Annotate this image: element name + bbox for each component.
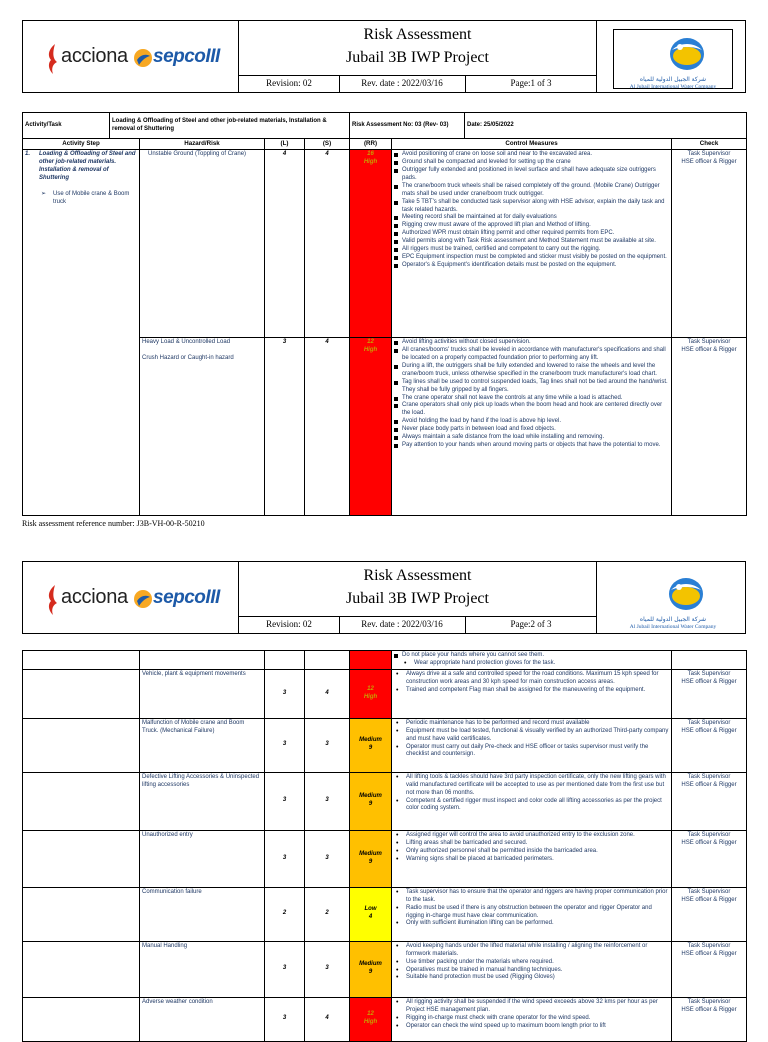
- check-cell: [672, 997, 747, 1041]
- risk-table-page2: [22, 650, 747, 1042]
- client-name-english: Al Jubail International Water Company: [629, 84, 717, 90]
- activity-step-cell: [23, 772, 140, 830]
- table-row: [23, 941, 747, 997]
- hazard-cell: [140, 651, 265, 670]
- check-cell: [672, 772, 747, 830]
- control-measure-item: Avoid holding the load by hand if the load is above hip level.: [394, 418, 669, 426]
- risk-rating-number: High: [363, 1019, 378, 1026]
- control-measures-cell: [392, 669, 672, 718]
- table-row: [23, 669, 747, 718]
- check-role: HSE officer & Rigger: [681, 950, 737, 957]
- risk-rating-number: 9: [368, 858, 373, 865]
- control-measure-item: All riggers must be trained, certified and competent to carry out the rigging.: [394, 246, 669, 254]
- risk-rating-level: Medium: [359, 850, 382, 857]
- control-measure-item: • Always drive at a safe and controlled speed for the road conditions. Maximum 15 kph speed for construction work areas and 30 kph speed for main construction access areas.: [394, 671, 669, 687]
- control-measure-item: Crane operators shall only pick up loads when the boom head and hook are centered directly over the load.: [394, 402, 669, 418]
- page2-header: [22, 561, 746, 634]
- risk-rating-level: 12: [367, 1011, 374, 1018]
- activity-step-cell: [23, 669, 140, 718]
- control-measure-item: EPC Equipment inspection must be completed and sticker must visibly be posted on the equipment.: [394, 254, 669, 262]
- acciona-logo-icon: [45, 43, 61, 75]
- risk-rating-number: 9: [368, 745, 373, 752]
- activity-step-cell: [23, 997, 140, 1041]
- risk-rating-cell: [350, 651, 392, 670]
- check-role: HSE officer & Rigger: [681, 347, 737, 354]
- check-cell: [672, 887, 747, 941]
- check-cell: [672, 941, 747, 997]
- doc-title: Risk Assessment: [363, 26, 472, 43]
- title-block: [239, 21, 597, 92]
- col-severity: (S): [305, 139, 350, 150]
- check-role: Task Supervisor: [687, 942, 731, 949]
- sepco-logo-text: sepcoIII: [153, 587, 220, 608]
- likelihood-value: 3: [265, 338, 305, 516]
- control-measure-item: The crane operator shall not leave the controls at any time while a load is attached.: [394, 395, 669, 403]
- risk-rating-level: Medium: [359, 737, 382, 744]
- control-measures-cell: [392, 772, 672, 830]
- control-measure-item: Authorized WPR must obtain lifting permit and other required permits from EPC.: [394, 230, 669, 238]
- risk-rating-number: 4: [368, 914, 373, 921]
- control-measure-item: • Warning signs shall be placed at barricaded perimeters.: [394, 856, 669, 864]
- client-logo: [597, 562, 747, 633]
- risk-rating-cell: [350, 150, 392, 338]
- activity-step-cell: [23, 941, 140, 997]
- risk-rating-number: 9: [368, 801, 373, 808]
- check-role: Task Supervisor: [687, 339, 731, 346]
- check-role: HSE officer & Rigger: [681, 781, 737, 788]
- check-role: HSE officer & Rigger: [681, 896, 737, 903]
- hazard-cell: Malfunction of Mobile crane and Boom Truck. (Mechanical Failure): [140, 718, 265, 772]
- revision-row: [239, 616, 596, 633]
- risk-rating-cell: [350, 669, 392, 718]
- acciona-logo-text: acciona: [61, 586, 128, 608]
- control-measure-item: • Rigging in-charge must check with crane operator for the wind speed.: [394, 1015, 669, 1023]
- col-hazard: Hazard/Risk: [140, 139, 265, 150]
- risk-table-page1: [22, 112, 747, 516]
- control-measure-item: • Only authorized personnel shall be permitted inside the barricaded area.: [394, 848, 669, 856]
- control-measure-item: Meeting record shall be maintained at for daily evaluations: [394, 214, 669, 222]
- table-row: [23, 718, 747, 772]
- check-role: Task Supervisor: [687, 773, 731, 780]
- hazard-cell: Manual Handling: [140, 941, 265, 997]
- check-role: HSE officer & Rigger: [681, 727, 737, 734]
- activity-sub-step: Use of Mobile crane & Boom truck: [53, 190, 130, 205]
- check-cell: [672, 669, 747, 718]
- revision: Revision: 02: [266, 78, 312, 88]
- activity-number: 1.: [25, 151, 31, 158]
- risk-rating-level: Medium: [359, 793, 382, 800]
- table-row: [23, 887, 747, 941]
- check-role: HSE officer & Rigger: [681, 1006, 737, 1013]
- risk-rating-cell: [350, 997, 392, 1041]
- control-measure-item: The crane/boom truck wheels shall be raised completely off the ground. (Mobile Crane) Outrigger mats shall be used under crane/boom truck outrigger.: [394, 183, 669, 199]
- activity-label: Activity/Task: [23, 113, 110, 139]
- table-row: [23, 651, 747, 670]
- risk-rating-cell: [350, 887, 392, 941]
- check-cell: [672, 651, 747, 670]
- risk-rating-level: High: [363, 347, 378, 354]
- activity-step-cell: [23, 150, 140, 516]
- control-measure-item: • Wear appropriate hand protection gloves for the task.: [402, 660, 669, 668]
- revision-row: [239, 75, 596, 92]
- col-check: Check: [672, 139, 747, 150]
- likelihood-value: 3: [265, 718, 305, 772]
- check-role: Task Supervisor: [687, 831, 731, 838]
- table-row: [23, 997, 747, 1041]
- client-name-english: Al Jubail International Water Company: [629, 624, 717, 630]
- client-name-arabic: شركة الجبيل الدولية للمياه: [639, 616, 707, 623]
- control-measure-item: Avoid lifting activities without closed supervision.: [394, 339, 669, 347]
- control-measure-item: • Operator must carry out daily Pre-check and HSE officer or tasks supervisor must verify the checklist and countersign.: [394, 744, 669, 760]
- severity-value: 4: [305, 150, 350, 338]
- hazard-cell: Communication failure: [140, 887, 265, 941]
- control-measure-item: • Competent & certified rigger must inspect and color code all lifting accessories as per the project color coding system.: [394, 798, 669, 814]
- severity-value: 3: [305, 772, 350, 830]
- ra-number: Risk Assessment No: 03 (Rev- 03): [350, 113, 465, 139]
- col-activity-step: Activity Step: [23, 139, 140, 150]
- activity-step-cell: [23, 830, 140, 887]
- check-cell: [672, 830, 747, 887]
- control-measure-item: Valid permits along with Task Risk assessment and Method Statement must be available at site.: [394, 238, 669, 246]
- check-role: Task Supervisor: [687, 998, 731, 1005]
- control-measure-item: • Suitable hand protection must be used (Rigging Gloves): [394, 974, 669, 982]
- control-measure-item: • Radio must be used if there is any obstruction between the operator and rigger Operator and rigging in-charge must have clear communication.: [394, 905, 669, 921]
- control-measures-cell: [392, 830, 672, 887]
- control-measure-item: • All lifting tools & tackles should have 3rd party inspection certificate, only the new lifting gears with valid manufactured certificate will be accepted to use as per mentioned date from the first use but not more than 06 months.: [394, 774, 669, 798]
- hazard-cell: Vehicle, plant & equipment movements: [140, 669, 265, 718]
- page-number: Page:2 of 3: [510, 619, 552, 629]
- control-measure-item: Pay attention to your hands when around moving parts or objects that have the potential to move.: [394, 442, 669, 450]
- page-number: Page:1 of 3: [510, 78, 552, 88]
- control-measure-item: Outrigger fully extended and positioned in level surface and shall have adequate size outriggers pads.: [394, 167, 669, 183]
- risk-rating-number: 16: [367, 151, 374, 158]
- sepco-logo-text: sepcoIII: [153, 46, 220, 67]
- col-likelihood: (L): [265, 139, 305, 150]
- control-measure-item: • Operatives must be trained in manual handling techniques.: [394, 967, 669, 975]
- control-measure-item: During a lift, the outriggers shall be fully extended and lowered to raise the wheels and level the crane/boom truck, unless otherwise specified in the crane/boom truck manufacturer's load chart.: [394, 363, 669, 379]
- check-role: HSE officer & Rigger: [681, 678, 737, 685]
- acciona-logo-icon: [45, 584, 61, 616]
- control-measures-cell: [392, 718, 672, 772]
- control-measure-item: Take 5 TBT's shall be conducted task supervisor along with HSE advisor, explain the daily task and task related hazards.: [394, 199, 669, 215]
- title-block: [239, 562, 597, 633]
- control-measure-item: Avoid positioning of crane on loose soil and near to the excavated area.: [394, 151, 669, 159]
- check-cell: [672, 150, 747, 338]
- likelihood-value: 2: [265, 887, 305, 941]
- control-measures-cell: [392, 651, 672, 670]
- severity-value: 4: [305, 997, 350, 1041]
- reference-number: Risk assessment reference number: J3B-VH-00-R-50210: [22, 519, 205, 528]
- activity-name: Loading & Offloading of Steel and other job-related materials. Installation & removal of Shuttering: [39, 151, 136, 181]
- check-role: HSE officer & Rigger: [681, 839, 737, 846]
- likelihood-value: 3: [265, 941, 305, 997]
- control-measures-cell: [392, 338, 672, 516]
- likelihood-value: 3: [265, 997, 305, 1041]
- risk-rating-number: High: [363, 693, 378, 700]
- page1-header: [22, 20, 746, 93]
- risk-rating-cell: [350, 338, 392, 516]
- project-name: Jubail 3B IWP Project: [346, 590, 489, 607]
- severity-value: 4: [305, 338, 350, 516]
- acciona-logo-text: acciona: [61, 45, 128, 67]
- control-measure-item: Operator's & Equipment's identification details must be posted on the equipment.: [394, 262, 669, 270]
- project-name: Jubail 3B IWP Project: [346, 49, 489, 66]
- risk-rating-level: Medium: [359, 961, 382, 968]
- risk-rating-cell: [350, 718, 392, 772]
- client-logo: [597, 21, 747, 92]
- control-measure-item: • Lifting areas shall be barricaded and secured.: [394, 840, 669, 848]
- check-role: Task Supervisor: [687, 888, 731, 895]
- water-drop-logo-icon: [665, 576, 707, 612]
- control-measure-item: Never place body parts in between load and fixed objects.: [394, 426, 669, 434]
- activity-step-cell: [23, 651, 140, 670]
- check-role: Task Supervisor: [687, 670, 731, 677]
- likelihood-value: 3: [265, 830, 305, 887]
- table-row: [23, 772, 747, 830]
- company-logos: [23, 562, 239, 633]
- sepco-logo-icon: [133, 48, 153, 68]
- severity-value: 2: [305, 887, 350, 941]
- company-logos: [23, 21, 239, 92]
- hazard-cell: Unstable Ground (Toppling of Crane): [140, 150, 265, 338]
- risk-rating-level: High: [363, 159, 378, 166]
- activity-value: Loading & Offloading of Steel and other job-related materials, Installation & removal of Shuttering: [110, 113, 350, 139]
- control-measure-item: • Trained and competent Flag man shall be assigned for the maneuvering of the equipment.: [394, 687, 669, 695]
- control-measures-cell: [392, 150, 672, 338]
- check-cell: [672, 338, 747, 516]
- col-control-measures: Control Measures: [392, 139, 672, 150]
- control-measures-cell: [392, 941, 672, 997]
- control-measure-item: Do not place your hands where you cannot see them.: [394, 652, 669, 660]
- revision: Revision: 02: [266, 619, 312, 629]
- control-measure-item: • Operator can check the wind speed up to maximum boom length prior to lift: [394, 1023, 669, 1031]
- activity-step-cell: [23, 887, 140, 941]
- control-measure-item: • Use timber packing under the materials where required.: [394, 959, 669, 967]
- risk-rating-number: 12: [367, 339, 374, 346]
- table-row: [23, 830, 747, 887]
- likelihood-value: 3: [265, 772, 305, 830]
- severity-value: 3: [305, 941, 350, 997]
- control-measure-item: Tag lines shall be used to control suspended loads, Tag lines shall not be tied around the hand/wrist. They shall be fully gripped by all fingers.: [394, 379, 669, 395]
- check-role: Task Supervisor: [687, 719, 731, 726]
- risk-rating-level: Low: [364, 906, 377, 913]
- control-measures-cell: [392, 997, 672, 1041]
- hazard-cell: Unauthorized entry: [140, 830, 265, 887]
- risk-rating-cell: [350, 772, 392, 830]
- risk-rating-cell: [350, 941, 392, 997]
- rev-date: Rev. date : 2022/03/16: [361, 619, 443, 629]
- risk-rating-cell: [350, 830, 392, 887]
- control-measures-cell: [392, 887, 672, 941]
- sepco-logo-icon: [133, 589, 153, 609]
- risk-rating-level: 12: [367, 685, 374, 692]
- hazard-cell: Heavy Load & Uncontrolled Load Crush Hazard or Caught-in hazard: [140, 338, 265, 516]
- activity-step-cell: [23, 718, 140, 772]
- control-measure-item: • Avoid keeping hands under the lifted material while installing / aligning the reinforcement or formwork materials.: [394, 943, 669, 959]
- control-measure-item: Always maintain a safe distance from the load while installing and removing.: [394, 434, 669, 442]
- control-measure-item: • All rigging activity shall be suspended if the wind speed exceeds above 32 kms per hour as per Project HSE management plan.: [394, 999, 669, 1015]
- col-risk-rating: (RR): [350, 139, 392, 150]
- severity-value: 3: [305, 718, 350, 772]
- control-measure-item: • Periodic maintenance has to be performed and record must available: [394, 720, 669, 728]
- likelihood-value: 3: [265, 669, 305, 718]
- severity-value: 3: [305, 830, 350, 887]
- doc-title: Risk Assessment: [363, 567, 472, 584]
- ra-date: Date: 25/05/2022: [465, 113, 747, 139]
- arrow-icon: ➢: [41, 190, 47, 197]
- severity-value: 4: [305, 669, 350, 718]
- likelihood-value: 4: [265, 150, 305, 338]
- control-measure-item: • Only with sufficient illumination lifting can be performed.: [394, 920, 669, 928]
- table-row: [23, 150, 747, 338]
- risk-rating-number: 9: [368, 969, 373, 976]
- rev-date: Rev. date : 2022/03/16: [361, 78, 443, 88]
- likelihood-value: [265, 651, 305, 670]
- check-role: Task Supervisor: [687, 151, 731, 158]
- control-measure-item: Ground shall be compacted and leveled for setting up the crane: [394, 159, 669, 167]
- water-drop-logo-icon: [666, 36, 708, 72]
- check-cell: [672, 718, 747, 772]
- client-name-arabic: شركة الجبيل الدولية للمياه: [639, 76, 707, 83]
- control-measure-item: • Task supervisor has to ensure that the operator and riggers are having proper communication prior to the task.: [394, 889, 669, 905]
- control-measure-item: • Equipment must be load tested, functional & visually verified by an authorized Third-party company and must have valid certificates.: [394, 728, 669, 744]
- severity-value: [305, 651, 350, 670]
- hazard-cell: Adverse weather condition: [140, 997, 265, 1041]
- control-measure-item: • Assigned rigger will control the area to avoid unauthorized entry to the exclusion zone.: [394, 832, 669, 840]
- control-measure-item: All cranes/booms' trucks shall be leveled in accordance with manufacturer's specifications and shall be located on a properly compacted foundation prior to performing any lift.: [394, 347, 669, 363]
- check-role: HSE officer & Rigger: [681, 159, 737, 166]
- control-measure-item: Rigging crew must aware of the approved lift plan and Method of lifting.: [394, 222, 669, 230]
- hazard-cell: Defective Lifting Accessories & Uninspected lifting accessories: [140, 772, 265, 830]
